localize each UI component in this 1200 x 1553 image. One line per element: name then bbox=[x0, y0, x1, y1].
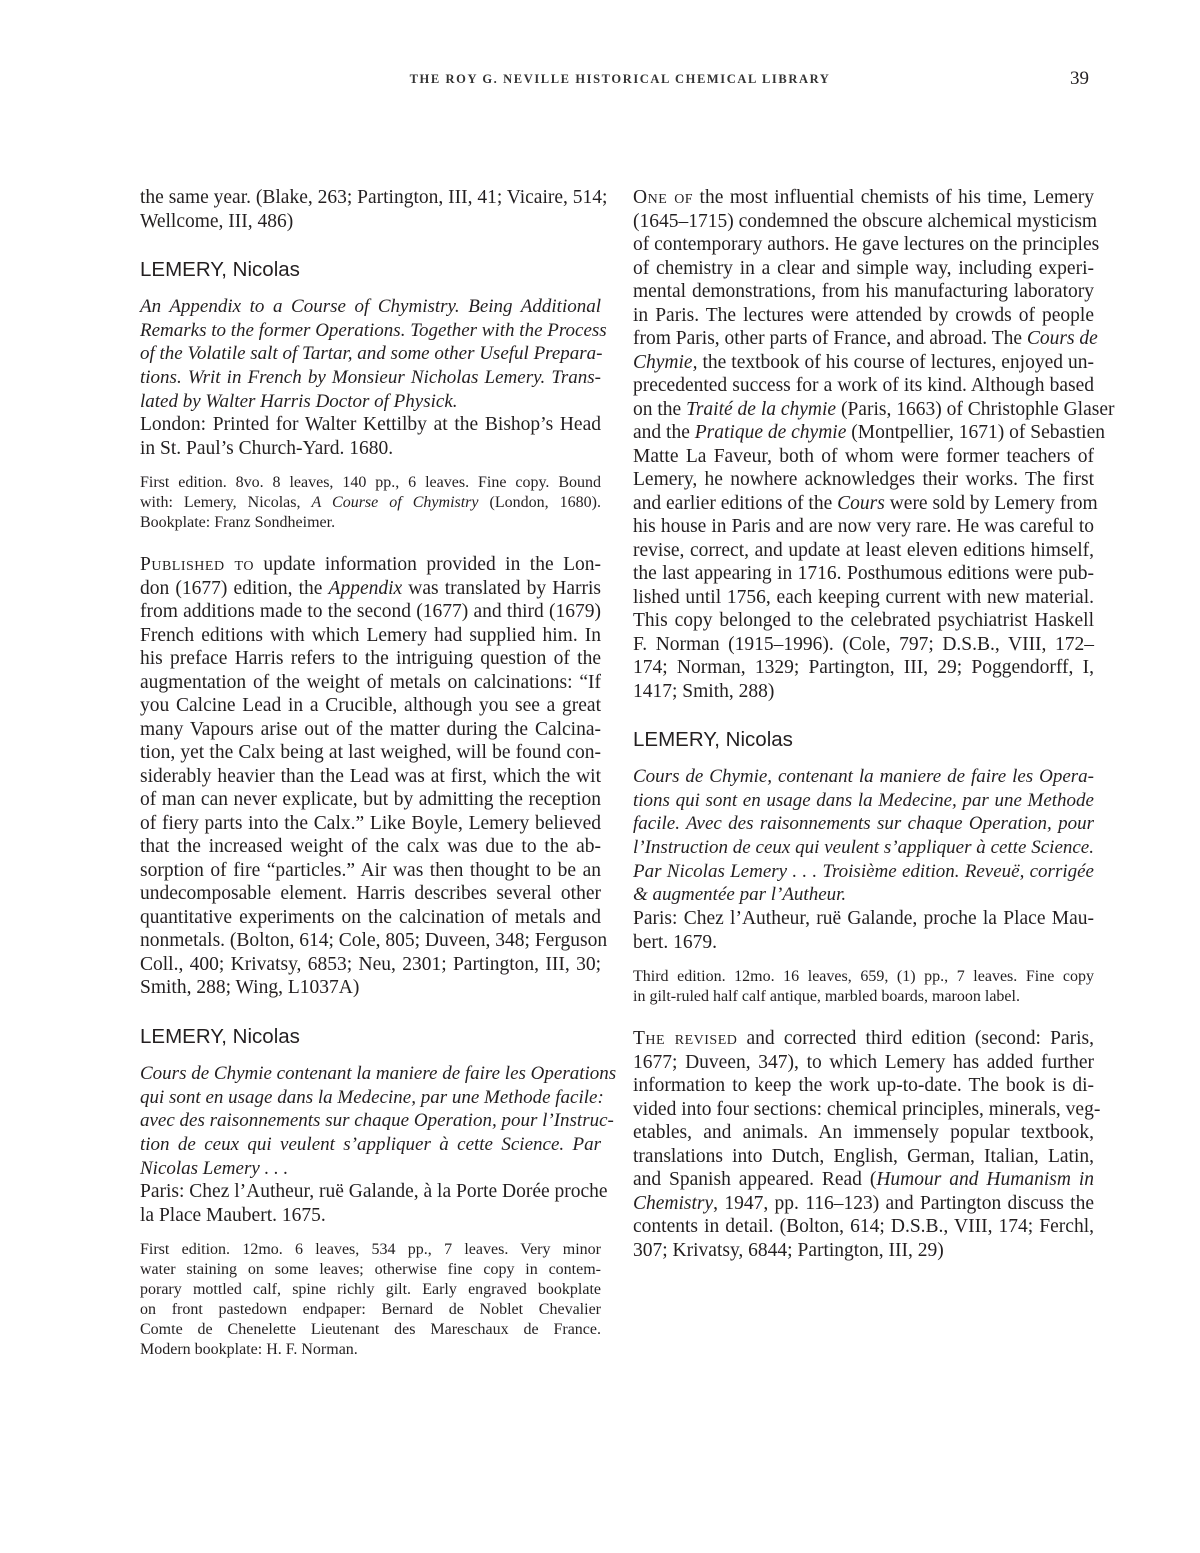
body-paragraph bbox=[140, 186, 608, 233]
text-line: F. Norman (1915–1996). (Cole, 797; D.S.B., VIII, 172– bbox=[633, 633, 1094, 655]
text-line: Matte La Faveur, both of whom were former teachers of bbox=[633, 445, 1094, 467]
text-line: Bookplate: Franz Sondheimer. bbox=[140, 514, 336, 532]
text-line: qui sont en usage dans la Medecine, par une Methode facile: bbox=[140, 1086, 604, 1108]
text-line: tion de ceux qui veulent s’appliquer à cette Science. Par bbox=[140, 1134, 601, 1155]
entry-heading bbox=[633, 725, 1094, 755]
collation-note bbox=[140, 1240, 601, 1360]
text-line: LEMERY, Nicolas bbox=[140, 258, 300, 281]
text-line: of chemistry in a clear and simple way, including experi- bbox=[633, 257, 1094, 279]
book-title bbox=[140, 1062, 617, 1180]
text-line bbox=[140, 553, 601, 577]
page-number: 39 bbox=[1070, 68, 1089, 89]
italic-text: Cours bbox=[837, 492, 885, 514]
text-line bbox=[633, 1192, 1094, 1216]
italic-text: Appendix bbox=[328, 577, 403, 599]
text-run: update information provided in the Lon- bbox=[253, 554, 601, 576]
body-paragraph bbox=[633, 1027, 1101, 1262]
text-line: revise, correct, and update at least eleven editions himself, bbox=[633, 539, 1094, 561]
text-line bbox=[633, 1027, 1094, 1051]
running-head: THE ROY G. NEVILLE HISTORICAL CHEMICAL LIBRARY bbox=[409, 72, 831, 86]
text-line: Lemery, he nowhere acknowledges their works. The first bbox=[633, 469, 1094, 490]
text-line: his house in Paris and are now very rare. He was careful to bbox=[633, 516, 1094, 537]
text-run: (Montpellier, 1671) of Sebastien bbox=[846, 422, 1105, 443]
text-run: and Spanish appeared. Read ( bbox=[633, 1169, 877, 1191]
text-line bbox=[633, 186, 1094, 210]
italic-text: A Course of Chymistry bbox=[311, 494, 479, 512]
text-run: the most influential chemists of his time, Lemery bbox=[693, 187, 1094, 208]
text-line: nonmetals. (Bolton, 614; Cole, 805; Duveen, 348; Ferguson bbox=[140, 930, 608, 952]
text-line: facile. Avec des raisonnements sur chaque Operation, pour bbox=[633, 813, 1094, 835]
text-run: and the bbox=[633, 422, 695, 443]
body-paragraph bbox=[633, 186, 1115, 703]
text-run: , 1947, pp. 116–123) and Partington discuss the bbox=[713, 1192, 1094, 1214]
text-line: precedented success for a work of its kind. Although based bbox=[633, 375, 1094, 396]
text-line bbox=[633, 421, 1105, 445]
italic-text: Humour and Humanism in bbox=[876, 1169, 1094, 1191]
text-run: the textbook of his course of lectures, enjoyed un- bbox=[697, 351, 1094, 373]
entry-heading bbox=[140, 255, 601, 285]
text-line: of the Volatile salt of Tartar, and some other Useful Prepara- bbox=[140, 343, 603, 365]
text-line: bert. 1679. bbox=[633, 931, 717, 953]
text-line: Par Nicolas Lemery . . . Troisième edition. Reveuë, corrigée bbox=[633, 860, 1094, 882]
text-run: were sold by Lemery from bbox=[884, 492, 1098, 514]
text-line: Smith, 288; Wing, L1037A) bbox=[140, 977, 360, 999]
text-line: Remarks to the former Operations. Together with the Process bbox=[140, 319, 607, 341]
text-line: avec des raisonnements sur chaque Operation, pour l’Instruc- bbox=[140, 1110, 614, 1132]
text-line: Modern bookplate: H. F. Norman. bbox=[140, 1341, 358, 1359]
text-line: information to keep the work up-to-date. The book is di- bbox=[633, 1075, 1094, 1097]
text-line: of fiery parts into the Calx.” Like Boyle, Lemery believed bbox=[140, 812, 601, 834]
text-line: Cours de Chymie contenant la maniere de faire les Operations bbox=[140, 1062, 617, 1084]
text-line: from additions made to the second (1677) and third (1679) bbox=[140, 601, 601, 623]
text-line: This copy belonged to the celebrated psychiatrist Haskell bbox=[633, 610, 1094, 631]
body-paragraph bbox=[140, 553, 608, 1000]
text-line: in gilt-ruled half calf antique, marbled boards, maroon label. bbox=[633, 988, 1020, 1006]
text-line: vided into four sections: chemical principles, minerals, veg- bbox=[633, 1098, 1101, 1120]
text-line: lated by Walter Harris Doctor of Physick. bbox=[140, 390, 458, 412]
text-run: on the bbox=[633, 398, 687, 420]
text-line: lished until 1756, each keeping current with new material. bbox=[633, 586, 1094, 608]
text-line: mental demonstrations, from his manufacturing laboratory bbox=[633, 281, 1094, 302]
text-line: Paris: Chez l’Autheur, ruë Galande, proche la Place Mau- bbox=[633, 908, 1094, 930]
text-line: tions qui sont en usage dans la Medecine, par une Methode bbox=[633, 789, 1094, 811]
text-line: An Appendix to a Course of Chymistry. Being Additional bbox=[140, 296, 601, 317]
text-line: (1645–1715) condemned the obscure alchemical mysticism bbox=[633, 210, 1098, 232]
text-line: the same year. (Blake, 263; Partington, III, 41; Vicaire, 514; bbox=[140, 187, 608, 208]
text-line: his preface Harris refers to the intriguing question of the bbox=[140, 648, 601, 670]
text-line: that the increased weight of the calx was due to the ab- bbox=[140, 836, 601, 858]
text-line: French editions with which Lemery had supplied him. In bbox=[140, 624, 601, 646]
text-run: don (1677) edition, the bbox=[140, 577, 329, 599]
text-line: the last appearing in 1716. Posthumous editions were pub- bbox=[633, 563, 1094, 584]
text-line: siderably heavier than the Lead was at first, which the wit bbox=[140, 765, 601, 787]
text-line: etables, and animals. An immensely popular textbook, bbox=[633, 1122, 1094, 1144]
small-caps-lead: The revised bbox=[633, 1028, 738, 1050]
text-line: 1677; Duveen, 347), to which Lemery has added further bbox=[633, 1051, 1094, 1073]
text-line: quantitative experiments on the calcination of metals and bbox=[140, 906, 601, 928]
text-line: of contemporary authors. He gave lectures on the principles bbox=[633, 234, 1100, 255]
text-line: porary mottled calf, spine richly gilt. Early engraved bookplate bbox=[140, 1281, 601, 1299]
entry-heading bbox=[140, 1022, 601, 1052]
text-line: augmentation of the weight of metals on calcinations: “If bbox=[140, 671, 601, 693]
right-column bbox=[633, 186, 1115, 1262]
text-line: in Paris. The lectures were attended by crowds of people bbox=[633, 304, 1094, 326]
italic-text: Pratique de chymie bbox=[694, 422, 847, 443]
text-run: and earlier editions of the bbox=[633, 492, 838, 514]
text-line: Coll., 400; Krivatsy, 6853; Neu, 2301; Partington, III, 30; bbox=[140, 953, 601, 975]
text-line: Paris: Chez l’Autheur, ruë Galande, à la Porte Dorée proche bbox=[140, 1181, 608, 1203]
text-line: 307; Krivatsy, 6844; Partington, III, 29) bbox=[633, 1239, 944, 1261]
text-line: Cours de Chymie, contenant la maniere de faire les Opera- bbox=[633, 766, 1094, 787]
text-line: 1417; Smith, 288) bbox=[633, 680, 775, 702]
text-line: l’Instruction de ceux qui veulent s’appliquer à cette Science. bbox=[633, 837, 1094, 859]
italic-text: Chemistry bbox=[633, 1192, 714, 1214]
text-line: Comte de Chenelette Lieutenant des Mareschaux de France. bbox=[140, 1321, 601, 1339]
text-line: you Calcine Lead in a Crucible, although you see a great bbox=[140, 695, 601, 717]
book-title bbox=[633, 765, 1094, 907]
text-line: Third edition. 12mo. 16 leaves, 659, (1) pp., 7 leaves. Fine copy bbox=[633, 968, 1094, 986]
text-line bbox=[633, 1168, 1094, 1192]
text-run: (Paris, 1663) of Christophle Glaser bbox=[836, 398, 1115, 420]
text-line: contents in detail. (Bolton, 614; D.S.B., VIII, 174; Ferchl, bbox=[633, 1216, 1094, 1238]
text-line: water staining on some leaves; otherwise fine copy in contem- bbox=[140, 1261, 601, 1279]
text-line bbox=[140, 577, 601, 601]
text-line: & augmentée par l’Autheur. bbox=[633, 884, 847, 906]
text-line bbox=[633, 351, 1094, 375]
text-line bbox=[633, 327, 1098, 351]
text-line: la Place Maubert. 1675. bbox=[140, 1204, 326, 1226]
text-line: tions. Writ in French by Monsieur Nicholas Lemery. Trans- bbox=[140, 367, 601, 389]
small-caps-lead: Published to bbox=[140, 554, 254, 576]
text-line: many Vapours arise out of the matter during the Calcina- bbox=[140, 718, 601, 740]
italic-text: Cours de bbox=[1026, 328, 1098, 349]
text-run: with: Lemery, Nicolas, bbox=[140, 494, 312, 512]
text-line: in St. Paul’s Church-Yard. 1680. bbox=[140, 437, 394, 459]
italic-text: Traité de la chymie bbox=[686, 398, 837, 420]
text-line: on front pastedown endpaper: Bernard de Noblet Chevalier bbox=[140, 1301, 601, 1319]
collation-note bbox=[633, 967, 1094, 1007]
text-line: translations into Dutch, English, German, Italian, Latin, bbox=[633, 1145, 1094, 1167]
text-run: (London, 1680). bbox=[478, 494, 601, 512]
text-line bbox=[633, 492, 1098, 516]
text-line: 174; Norman, 1329; Partington, III, 29; Poggendorff, I, bbox=[633, 657, 1094, 678]
imprint bbox=[140, 413, 601, 460]
text-line: LEMERY, Nicolas bbox=[633, 728, 793, 751]
text-line: sorption of fire “particles.” Air was then thought to be an bbox=[140, 859, 601, 881]
text-line: Wellcome, III, 486) bbox=[140, 210, 294, 232]
text-line: undecomposable element. Harris describes several other bbox=[140, 883, 601, 905]
text-line: First edition. 8vo. 8 leaves, 140 pp., 6 leaves. Fine copy. Bound bbox=[140, 474, 601, 492]
text-line: LEMERY, Nicolas bbox=[140, 1024, 300, 1048]
text-line bbox=[633, 398, 1115, 422]
text-line: tion, yet the Calx being at last weighed, will be found con- bbox=[140, 742, 601, 764]
text-line bbox=[140, 493, 601, 513]
text-line: First edition. 12mo. 6 leaves, 534 pp., 7 leaves. Very minor bbox=[140, 1241, 601, 1259]
collation-note bbox=[140, 473, 601, 533]
imprint bbox=[140, 1180, 608, 1227]
left-column bbox=[140, 186, 617, 1360]
imprint bbox=[633, 907, 1094, 954]
text-run: from Paris, other parts of France, and abroad. The bbox=[633, 328, 1027, 349]
text-line: Nicolas Lemery . . . bbox=[140, 1157, 289, 1179]
text-line: of man can never explicate, but by admitting the reception bbox=[140, 789, 601, 811]
text-line: London: Printed for Walter Kettilby at the Bishop’s Head bbox=[140, 414, 601, 436]
book-title bbox=[140, 295, 607, 413]
text-run: was translated by Harris bbox=[402, 577, 601, 599]
small-caps-lead: One of bbox=[633, 187, 694, 208]
italic-text: Chymie, bbox=[633, 351, 698, 373]
text-run: and corrected third edition (second: Paris, bbox=[737, 1028, 1094, 1050]
